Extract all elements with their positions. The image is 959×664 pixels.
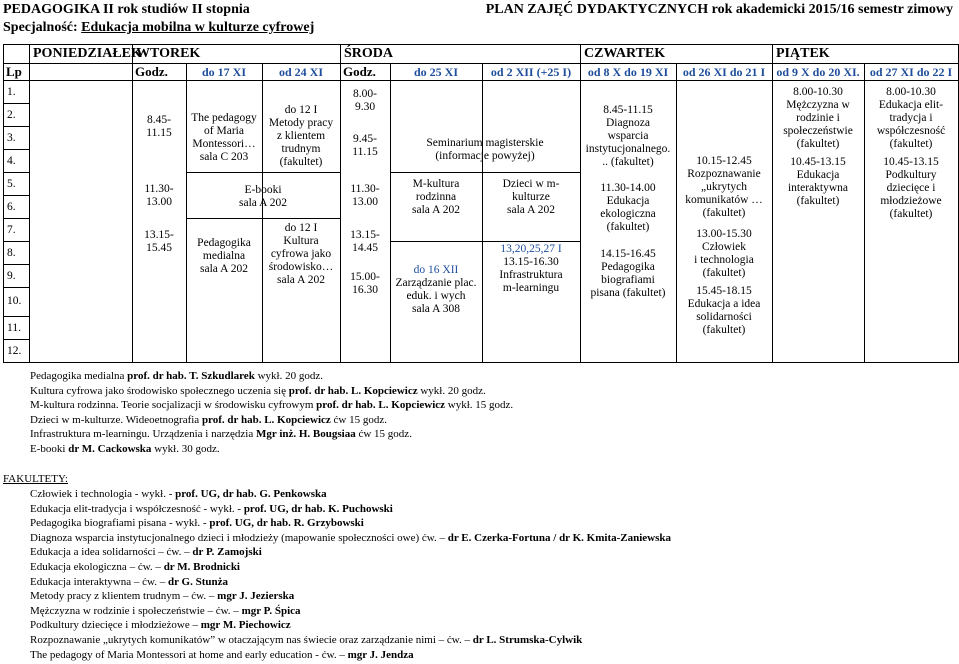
wed-hours-3: 11.30- 13.00 [350,183,380,208]
fri-period-a: od 9 X do 20 XI. [776,65,860,79]
row-number: 1. [7,86,16,98]
wed-hours-1: 8.00- 9.30 [353,88,377,113]
note-line: Dzieci w m-kulturze. Wideoetnografia prof. dr hab. L. Kopciewicz ćw 15 godz. [30,413,388,426]
fakultety-list [30,487,671,662]
fakultet-line: Edukacja a idea solidarności – ćw. – dr P. Zamojski [30,546,262,559]
row-number: 11. [7,322,21,334]
thu-a-electives: 8.45-11.15 Diagnoza wsparcia instytucjonalnego. .. (fakultet) 11.30-14.00 Edukacja ekologiczna (fakultet) 14.15-16.45 Pedagogika biografiami pisana (fakultet) [585,104,671,299]
row-number: 5. [7,178,16,190]
note-line: Kultura cyfrowa jako środowisko społecznego uczenia się prof. dr hab. L. Kopciewicz wykł. 20 godz. [30,384,486,397]
tue-b-metody-pracy: do 12 I Metody pracy z klientem trudnym (fakultet) [268,104,334,168]
row-number: 3. [7,132,16,144]
wed-period-b: od 2 XII (+25 I) [490,65,572,79]
row-number: 7. [7,224,16,236]
tue-hours-3: 13.15- 15.45 [144,229,174,254]
row-number: 6. [7,201,16,213]
tue-period-b: od 24 XI [278,65,323,79]
tue-hours-1: 8.45- 11.15 [146,114,172,139]
fakultet-line: The pedagogy of Maria Montessori at home and early education - ćw. – mgr J. Jendza [30,648,414,661]
wed-seminar: Seminarium magisterskie (informacje powyżej) [426,137,544,162]
row-number: 4. [7,155,16,167]
note-line: M-kultura rodzinna. Teorie socjalizacji w środowisku cyfrowym prof. dr hab. L. Kopciewicz wykł. 15 godz. [30,399,514,412]
fri-a-electives: 8.00-10.30 Mężczyzna w rodzinie i społeczeństwie (fakultet) 10.45-13.15 Edukacja interaktywna (fakultet) [783,86,853,207]
wed-hours-5: 15.00- 16.30 [350,271,380,296]
wed-b-dzieci: Dzieci w m- kulturze sala A 202 [502,178,560,216]
tue-ebooki: E-booki sala A 202 [239,184,287,209]
row-number: 10. [7,295,22,307]
fakultety-heading: FAKULTETY: [3,473,68,485]
note-line: Pedagogika medialna prof. dr hab. T. Szkudlarek wykł. 20 godz. [30,370,323,382]
day-thursday: CZWARTEK [584,46,666,61]
tue-hours-header: Godz. [135,64,168,79]
day-monday: PONIEDZIAŁEK [33,46,142,61]
plan-title: PLAN ZAJĘĆ DYDAKTYCZNYCH rok akademicki 2015/16 semestr zimowy [485,2,953,17]
day-wednesday: ŚRODA [344,46,394,61]
tue-period-a: do 17 XI [201,65,246,79]
thu-period-a: od 8 X do 19 XI [587,65,669,79]
tue-b-kultura-cyfrowa: do 12 I Kultura cyfrowa jako środowisko… sala A 202 [268,222,334,286]
fakultet-line: Diagnoza wsparcia instytucjonalnego dzieci i młodzieży (mapowanie społeczności owe) ćw. – dr E. Czerka-Fortuna / dr K. Kmita-Zaniewska [30,531,672,544]
tue-a-pedagogika-medialna: Pedagogika medialna sala A 202 [197,237,251,275]
fri-a-afternoon: 13.00-15.30 Człowiek i technologia (fakultet) 15.45-18.15 Edukacja a idea solidarności (fakultet) [687,228,761,336]
course-notes [30,369,513,457]
wed-b-infrastruktura: 13,20,25,27 I 13.15-16.30 Infrastruktura m-learningu [499,243,563,294]
wed-period-a: do 25 XI [413,65,458,79]
fakultet-line: Metody pracy z klientem trudnym – ćw. – mgr J. Jezierska [30,590,295,603]
wed-hours-4: 13.15- 14.45 [350,229,380,254]
day-friday: PIĄTEK [776,46,830,61]
row-number: 9. [7,270,16,282]
specialty-value: Edukacja mobilna w kulturze cyfrowej [81,20,315,35]
fakultet-line: Rozpoznawanie „ukrytych komunikatów” w otaczającym nas świecie oraz zarządzanie nimi – ćw. – dr L. Strumska-Cylwik [30,633,583,646]
note-line: E-booki dr M. Cackowska wykł. 30 godz. [30,442,220,455]
day-tuesday: WTOREK [136,46,201,61]
fri-period-b: od 27 XI do 22 I [869,65,953,79]
note-line: Infrastruktura m-learningu. Urządzenia i narzędzia Mgr inż. H. Bougsiaa ćw 15 godz. [30,428,412,441]
school-title: PEDAGOGIKA II rok studiów II stopnia [3,2,250,17]
lp-header: Lp [6,64,22,79]
wed-hours-header: Godz. [343,64,376,79]
wed-hours-2: 9.45- 11.15 [352,133,378,158]
wed-a-zarzadzanie: do 16 XII Zarządzanie plac. eduk. i wych sala A 308 [395,264,477,315]
wed-a-m-kultura: M-kultura rodzinna sala A 202 [412,178,460,216]
row-number: 8. [7,247,16,259]
row-number: 2. [7,109,16,121]
tue-hours-2: 11.30- 13.00 [144,183,174,208]
thu-b-rozpoznawanie: 10.15-12.45 Rozpoznawanie „ukrytych komunikatów … (fakultet) [685,155,763,219]
fakultet-line: Podkultury dziecięce i młodzieżowe – mgr M. Piechowicz [30,619,291,632]
tue-a-montessori: The pedagogy of Maria Montessori… sala C 203 [191,112,257,163]
fakultet-line: Mężczyzna w rodzinie i społeczeństwie – ćw. – mgr P. Śpica [30,604,301,617]
fakultet-line: Pedagogika biografiami pisana - wykł. - prof. UG, dr hab. R. Grzybowski [30,517,364,530]
fakultet-line: Edukacja interaktywna – ćw. – dr G. Stunża [30,575,228,588]
specialty-label: Specjalność: [3,20,78,35]
fakultet-line: Edukacja ekologiczna – ćw. – dr M. Brodnicki [30,560,240,573]
fakultet-line: Człowiek i technologia - wykł. - prof. UG, dr hab. G. Penkowska [30,488,327,500]
fakultet-line: Edukacja elit-tradycja i współczesność - wykł. - prof. UG, dr hab. K. Puchowski [30,502,393,515]
thu-period-b: od 26 XI do 21 I [682,65,766,79]
specialty-line [3,20,314,36]
fri-b-electives: 8.00-10.30 Edukacja elit- tradycja i współczesność (fakultet) 10.45-13.15 Podkultury dziecięce i młodzieżowe (fakultet) [876,86,946,220]
row-number: 12. [7,345,22,357]
